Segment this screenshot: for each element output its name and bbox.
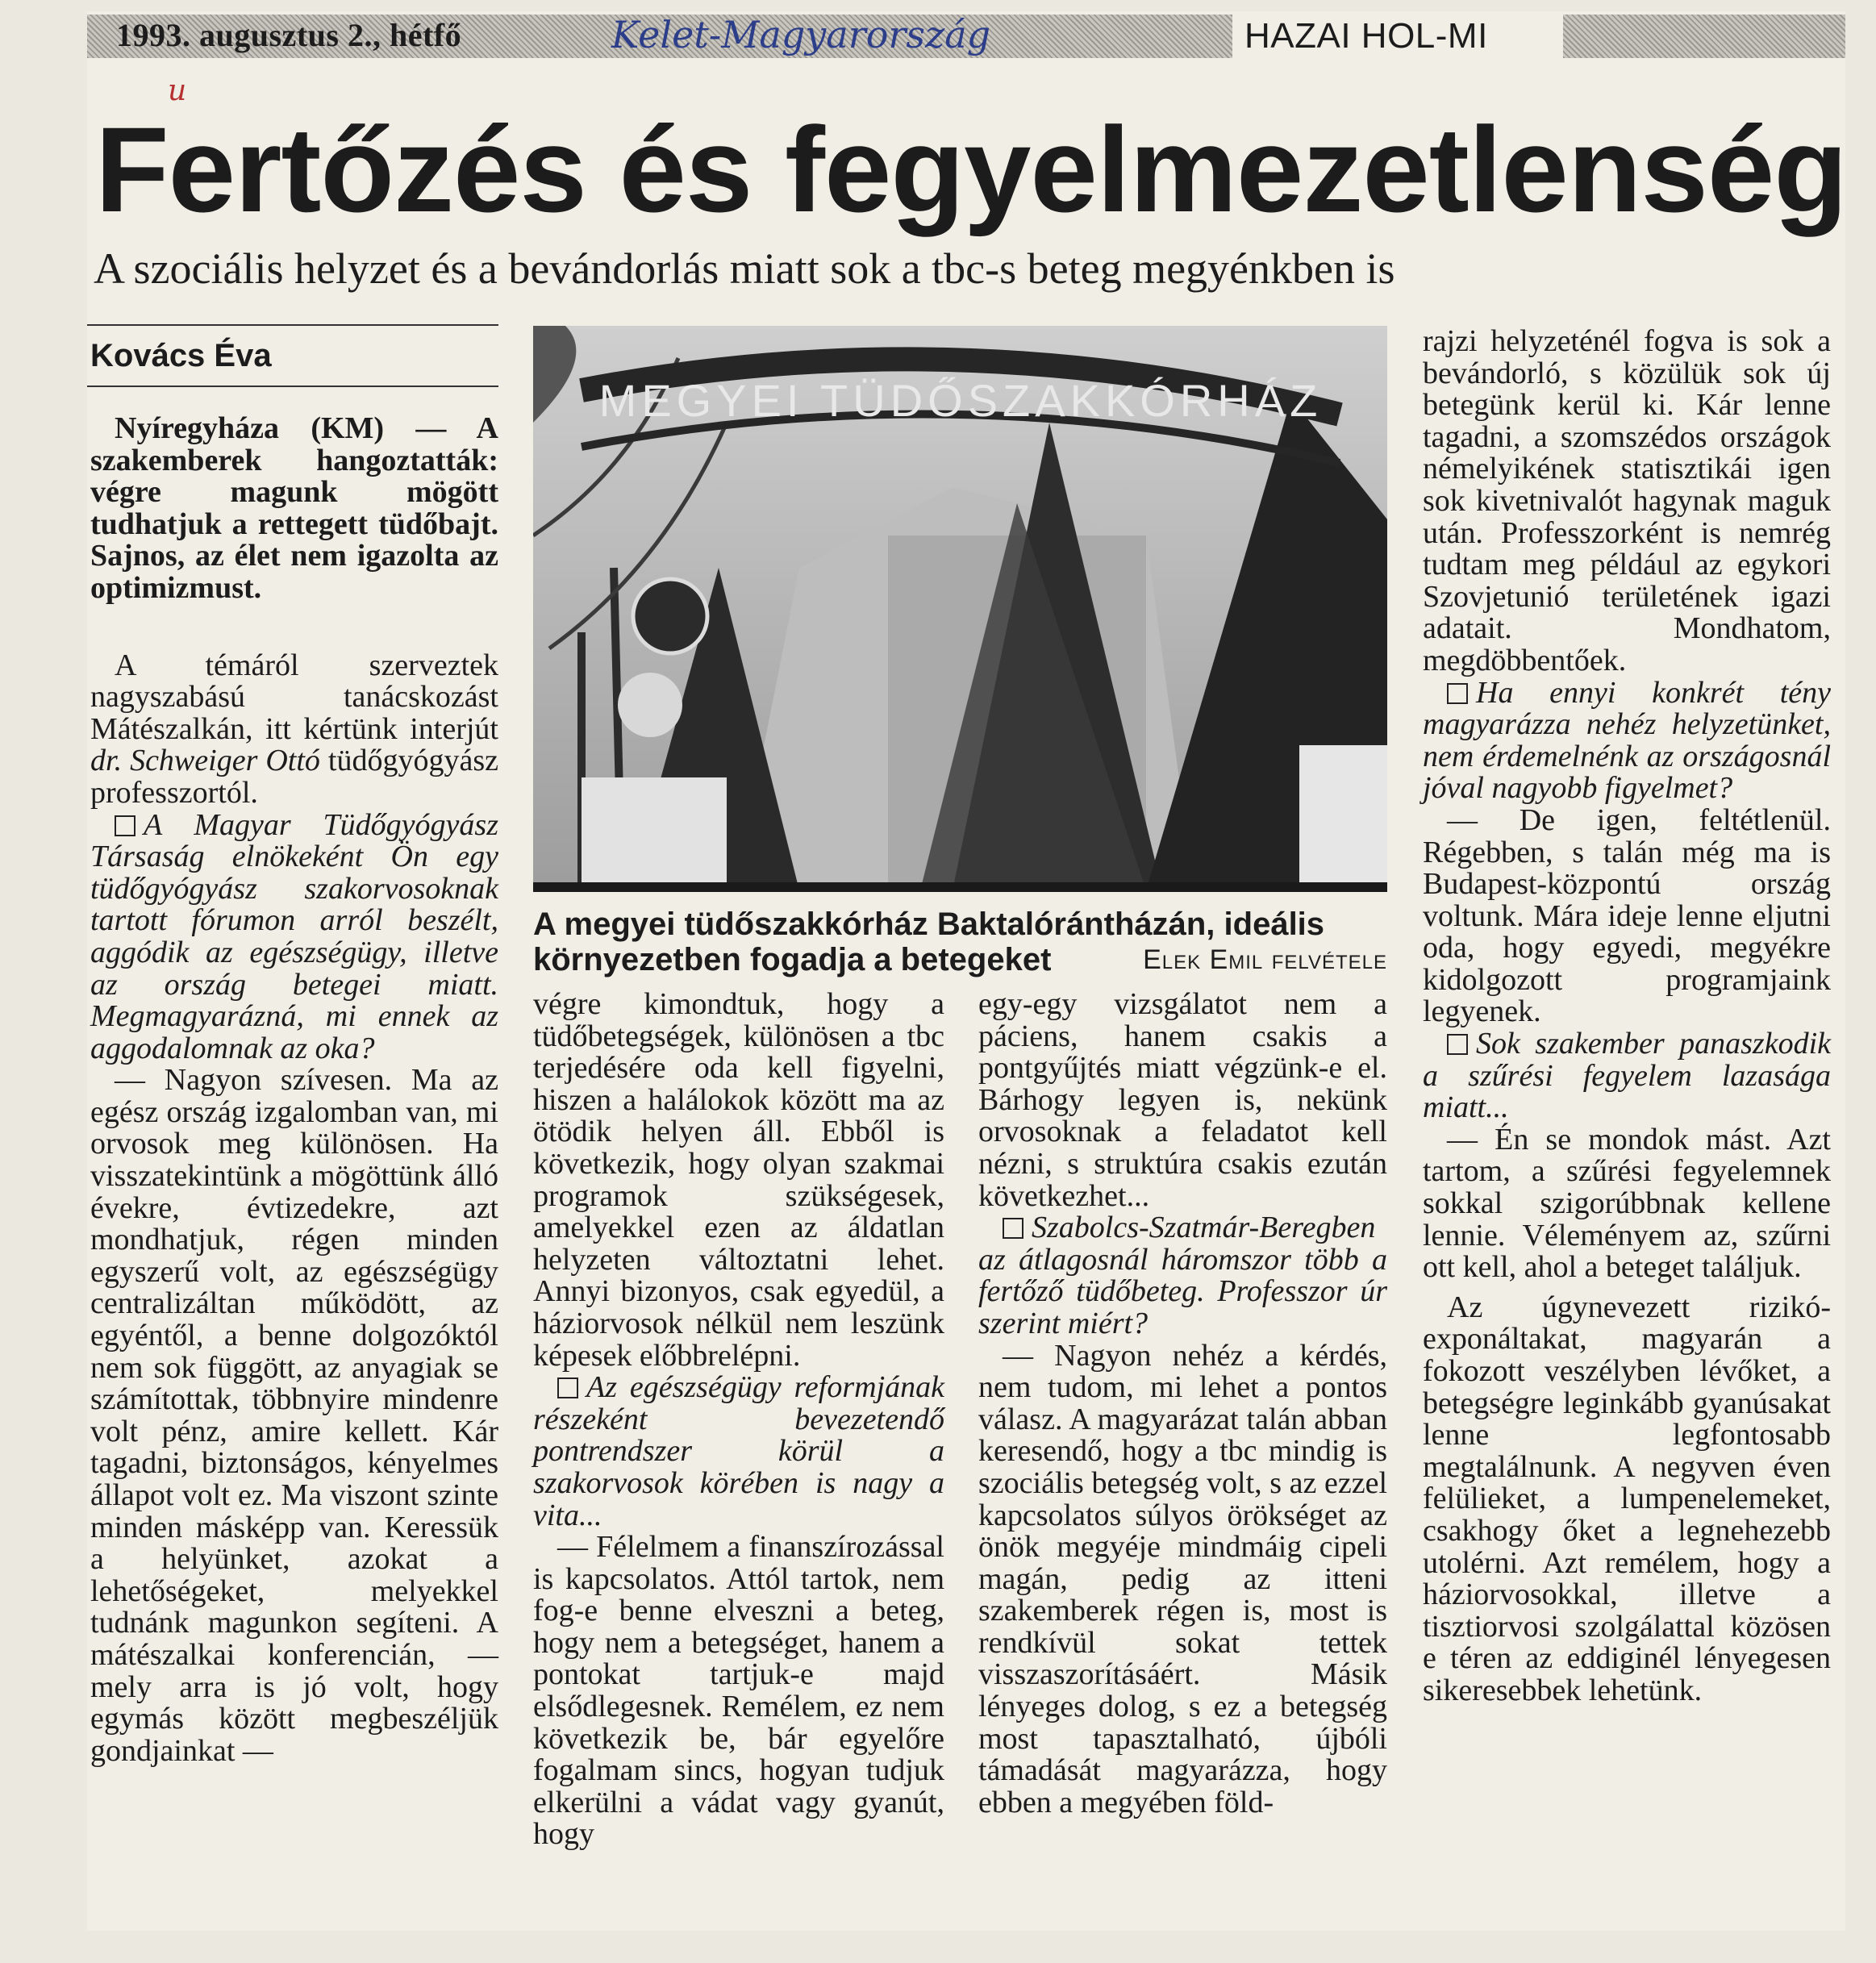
byline: Kovács Éva [90, 338, 272, 373]
question-box-icon [1447, 1034, 1468, 1055]
question-box-icon [557, 1377, 578, 1398]
column-3 [978, 989, 1387, 1819]
issue-date: 1993. augusztus 2., hétfő [116, 17, 462, 53]
newspaper-clipping [87, 11, 1845, 1931]
margin-pen-mark: u [168, 74, 187, 107]
byline-rule-bottom [87, 386, 498, 387]
intro-text-post: tüdőgyógyász professzortól. [90, 744, 498, 810]
question-2-text: Az egészségügy reformjának részeként bevezetendő pontrendszer körül a szakorvosok körében is nagy a vita... [533, 1370, 944, 1532]
column-4-paragraph-1: rajzi helyzeténél fogva is sok a bevándorló, s közülük sok új betegünk kerül ki. Kár lenne tagadni, a szomszédos országok némelyikének statisztikái igen sok kivetnivalót hagynak maguk után. Professzorként is nemrég tudtam meg például az egykori Szovjetunió területének igazi adatait. Mondhatom, megdöbbentőek. [1423, 324, 1831, 677]
question-5-text: Sok szakember panaszkodik a szűrési fegyelem lazasága miatt... [1423, 1027, 1831, 1125]
question-4-text: Ha ennyi konkrét tény magyarázza nehéz helyzetünket, nem érdemelnénk az országosnál jóval nagyobb figyelmet? [1423, 675, 1831, 806]
page-header [87, 11, 1845, 61]
column-2-paragraph-1: végre kimondtuk, hogy a tüdőbetegségek, különösen a tbc terjedésére oda kell figyelni, hiszen a halálokok között ma az ötödik helyen áll. Ebből is következik, hogy olyan szakmai programok szükségesek, amelyekkel ezen az áldatlan helyzeten változtatni lehet. Annyi bizonyos, csak egyedül, a háziorvosok nélkül nem leszünk képesek előbbrelépni. [533, 987, 944, 1373]
answer-2: — Félelmem a finanszírozással is kapcsolatos. Attól tartok, nem fog-e benne elveszni a beteg, hogy nem a betegséget, hanem a pontokat tartjuk-e majd elsődlegesnek. Remélem, ez nem következik be, bár egyelőre fogalmam sincs, hogyan tudjuk elkerülni a vádat vagy gyanút, hogy [533, 1530, 944, 1852]
handwritten-source-note: Kelet-Magyarország [611, 13, 991, 56]
question-4 [1423, 677, 1831, 805]
hospital-gate-photo [533, 326, 1387, 892]
photo-caption [533, 906, 1387, 977]
caption-text: A megyei tüdőszakkórház Baktalórántházán, ideális környezetben fogadja a betegeket [533, 906, 1325, 977]
question-box-icon [1447, 683, 1468, 704]
gate-sign-text: MEGYEI TÜDŐSZAKKÓRHÁZ [598, 375, 1323, 426]
photo-credit: Elek Emil felvétele [1143, 944, 1387, 975]
question-box-icon [115, 815, 135, 836]
answer-4: — De igen, feltétlenül. Régebben, s talán még ma is Budapest-központú ország voltunk. Mára ideje lenne eljutni oda, hogy egyedi, megyékre kidolgozott programjaink legyenek. [1423, 802, 1831, 1029]
interviewee-name: dr. Schweiger Ottó [90, 744, 320, 778]
question-1-text: A Magyar Tüdőgyógyász Társaság elnökeként Ön egy tüdőgyógyász szakorvosoknak tartott fórumon arról beszélt, aggódik az egészségügy, illetve az ország betegei miatt. Megmagyarázná, mi ennek az aggodalomnak az oka? [90, 807, 498, 1065]
column-1 [90, 413, 498, 1767]
photo-illustration [533, 326, 1387, 892]
closing-paragraph: Az úgynevezett rizikó-exponáltakat, magyarán a fokozott veszélyben lévőket, a betegségre leginkább gyanúsakat lenne legfontosabb megtalálnunk. A negyven éven felülieket, a lumpenelemeket, csakhogy őket a legnehezebb utolérni. Azt remélem, hogy a háziorvosokkal, illetve a tisztiorvosi szolgálattal közösen e téren az eddiginél lényegesen sikeresebbek lehetünk. [1423, 1290, 1831, 1707]
headline: Fertőzés és fegyelmezetlenség [95, 102, 1847, 237]
byline-rule-top [87, 324, 498, 326]
column-2 [533, 989, 944, 1851]
question-3 [978, 1212, 1387, 1340]
header-shaded-bar-right [1563, 15, 1845, 58]
intro-text-pre: A témáról szerveztek nagyszabású tanácskozást Mátészalkán, itt kértünk interjút [90, 648, 498, 746]
answer-1: — Nagyon szívesen. Ma az egész ország izgalomban van, mi orvosok meg különösen. Ha visszatekintünk a mögöttünk álló évekre, évtizedekre, azt mondhatjuk, régen minden egyszerű volt, az egészségügy centralizáltan működött, az egyéntől, a benne dolgozóktól nem sok függött, az anyagiak se számítottak, többnyire mindenre volt pénz, amire kellett. Kár tagadni, biztonságos, kényelmes állapot volt ez. Ma viszont szinte minden másképp van. Keressük a helyünket, azokat a lehetőségeket, melyekkel tudnánk magunkon segíteni. A mátészalkai konferencián, — mely arra is jó volt, hogy egymás között megbeszéljük gondjainkat — [90, 1063, 498, 1768]
question-2 [533, 1372, 944, 1532]
column-4 [1423, 326, 1831, 1707]
intro-paragraph [90, 650, 498, 810]
question-5 [1423, 1028, 1831, 1124]
answer-5: — Én se mondok mást. Azt tartom, a szűrési fegyelemnek sokkal szigorúbbnak kellene lennie. Véleményem az, szűrni ott kell, ahol a beteget találjuk. [1423, 1122, 1831, 1285]
subtitle: A szociális helyzet és a bevándorlás miatt sok a tbc-s beteg megyénkben is [94, 244, 1395, 293]
lead-paragraph: Nyíregyháza (KM) — A szakemberek hangoztatták: végre magunk mögött tudhatjuk a rettegett tüdőbajt. Sajnos, az élet nem igazolta az optimizmust. [90, 411, 498, 605]
column-3-paragraph-1: egy-egy vizsgálatot nem a páciens, hanem csakis a pontgyűjtés miatt végzünk-e el. Bárhogy legyen is, nekünk orvosoknak a feladatot kell nézni, s struktúra csakis ezután következhet... [978, 987, 1387, 1213]
answer-3: — Nagyon nehéz a kérdés, nem tudom, mi lehet a pontos válasz. A magyarázat talán abban keresendő, hogy a tbc mindig is szociális betegség volt, s az ezzel kapcsolatos súlyos örökséget az önök megyéje mindmáig cipeli magán, pedig az itteni szakemberek régen is, most is rendkívül sokat tettek visszaszorításáért. Másik lényeges dolog, s ez a betegség most tapasztalható, újbóli támadását magyarázza, hogy ebben a megyében föld- [978, 1338, 1387, 1819]
question-3-text: Szabolcs-Szatmár-Beregben az átlagosnál háromszor több a fertőző tüdőbeteg. Professzor úr szerint miért? [978, 1211, 1387, 1340]
section-rubric: HAZAI HOL-MI [1244, 16, 1488, 56]
question-box-icon [1003, 1218, 1023, 1239]
question-1 [90, 807, 498, 1065]
